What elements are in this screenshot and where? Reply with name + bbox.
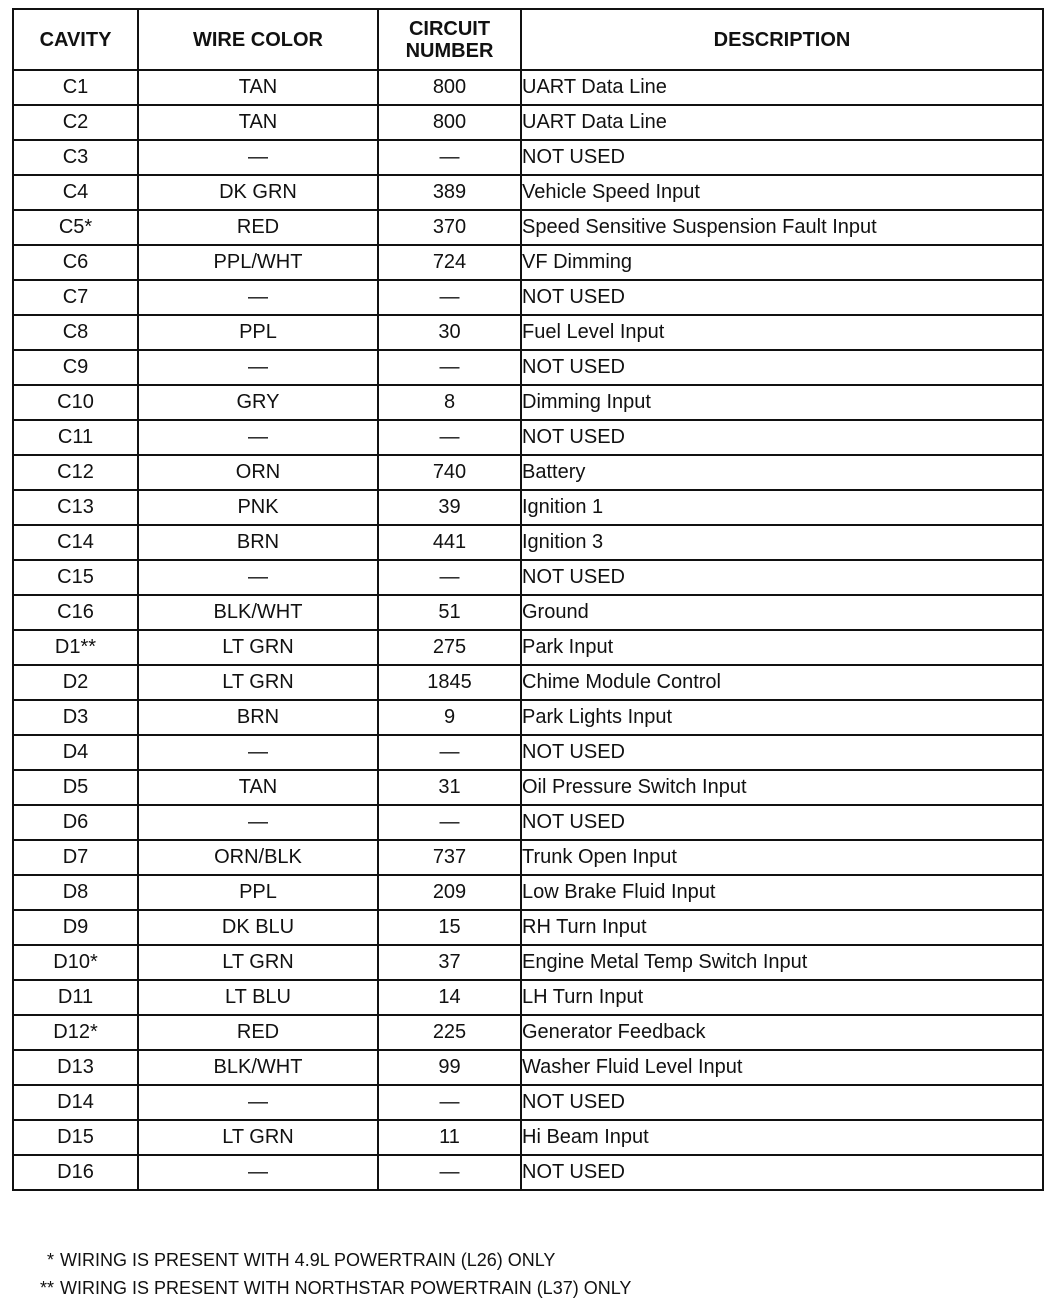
cavity-cell: D1** [13, 630, 138, 665]
circuit-number-cell: 737 [378, 840, 521, 875]
wire-color-cell: — [138, 805, 378, 840]
table-row [13, 1050, 1043, 1085]
table-row [13, 315, 1043, 350]
header-description: DESCRIPTION [521, 9, 1043, 70]
table-row [13, 735, 1043, 770]
table-row [13, 490, 1043, 525]
circuit-number-cell: 800 [378, 70, 521, 105]
cavity-cell: C13 [13, 490, 138, 525]
description-cell: NOT USED [521, 1085, 1043, 1120]
cavity-cell: C15 [13, 560, 138, 595]
wire-color-cell: BRN [138, 700, 378, 735]
description-cell: Generator Feedback [521, 1015, 1043, 1050]
cavity-cell: C10 [13, 385, 138, 420]
wire-color-cell: ORN [138, 455, 378, 490]
wire-color-cell: LT GRN [138, 1120, 378, 1155]
wire-color-cell: BLK/WHT [138, 595, 378, 630]
circuit-number-cell: — [378, 805, 521, 840]
table-row [13, 140, 1043, 175]
header-row [13, 9, 1043, 70]
table-row [13, 455, 1043, 490]
circuit-number-cell: 740 [378, 455, 521, 490]
description-cell: Engine Metal Temp Switch Input [521, 945, 1043, 980]
pinout-table [12, 8, 1044, 1191]
cavity-cell: C5* [13, 210, 138, 245]
cavity-cell: C6 [13, 245, 138, 280]
description-cell: NOT USED [521, 1155, 1043, 1190]
table-row [13, 595, 1043, 630]
description-cell: Battery [521, 455, 1043, 490]
cavity-cell: C4 [13, 175, 138, 210]
description-cell: LH Turn Input [521, 980, 1043, 1015]
wire-color-cell: — [138, 735, 378, 770]
circuit-number-cell: — [378, 1155, 521, 1190]
wire-color-cell: PNK [138, 490, 378, 525]
description-cell: Washer Fluid Level Input [521, 1050, 1043, 1085]
description-cell: Park Lights Input [521, 700, 1043, 735]
cavity-cell: D16 [13, 1155, 138, 1190]
table-row [13, 980, 1043, 1015]
cavity-cell: C1 [13, 70, 138, 105]
cavity-cell: C14 [13, 525, 138, 560]
circuit-number-cell: 275 [378, 630, 521, 665]
wire-color-cell: RED [138, 1015, 378, 1050]
wire-color-cell: — [138, 560, 378, 595]
header-wire-color: WIRE COLOR [138, 9, 378, 70]
circuit-number-cell: 8 [378, 385, 521, 420]
circuit-number-cell: 99 [378, 1050, 521, 1085]
wire-color-cell: PPL [138, 875, 378, 910]
cavity-cell: D14 [13, 1085, 138, 1120]
wire-color-cell: BRN [138, 525, 378, 560]
circuit-number-cell: 9 [378, 700, 521, 735]
cavity-cell: C7 [13, 280, 138, 315]
wire-color-cell: — [138, 140, 378, 175]
table-row [13, 105, 1043, 140]
description-cell: RH Turn Input [521, 910, 1043, 945]
cavity-cell: D5 [13, 770, 138, 805]
connector-pinout-sheet [12, 8, 1042, 1191]
wire-color-cell: TAN [138, 70, 378, 105]
table-row [13, 1015, 1043, 1050]
circuit-number-cell: 1845 [378, 665, 521, 700]
table-row [13, 875, 1043, 910]
wire-color-cell: — [138, 350, 378, 385]
footnotes [30, 1246, 631, 1302]
circuit-number-cell: 30 [378, 315, 521, 350]
table-row [13, 630, 1043, 665]
description-cell: Oil Pressure Switch Input [521, 770, 1043, 805]
table-row [13, 210, 1043, 245]
description-cell: NOT USED [521, 280, 1043, 315]
description-cell: UART Data Line [521, 70, 1043, 105]
description-cell: NOT USED [521, 560, 1043, 595]
table-row [13, 840, 1043, 875]
description-cell: Ignition 3 [521, 525, 1043, 560]
circuit-number-cell: 39 [378, 490, 521, 525]
circuit-number-cell: — [378, 140, 521, 175]
wire-color-cell: GRY [138, 385, 378, 420]
wire-color-cell: PPL [138, 315, 378, 350]
circuit-number-cell: 31 [378, 770, 521, 805]
wire-color-cell: LT BLU [138, 980, 378, 1015]
cavity-cell: D2 [13, 665, 138, 700]
circuit-number-cell: — [378, 735, 521, 770]
table-row [13, 945, 1043, 980]
description-cell: NOT USED [521, 735, 1043, 770]
table-row [13, 175, 1043, 210]
circuit-number-cell: — [378, 420, 521, 455]
description-cell: Ground [521, 595, 1043, 630]
table-row [13, 350, 1043, 385]
table-row [13, 805, 1043, 840]
wire-color-cell: RED [138, 210, 378, 245]
description-cell: Ignition 1 [521, 490, 1043, 525]
description-cell: Trunk Open Input [521, 840, 1043, 875]
description-cell: Low Brake Fluid Input [521, 875, 1043, 910]
table-row [13, 560, 1043, 595]
table-row [13, 385, 1043, 420]
cavity-cell: D9 [13, 910, 138, 945]
circuit-number-cell: 209 [378, 875, 521, 910]
circuit-number-cell: 14 [378, 980, 521, 1015]
wire-color-cell: ORN/BLK [138, 840, 378, 875]
table-row [13, 420, 1043, 455]
circuit-number-cell: 51 [378, 595, 521, 630]
table-row [13, 1120, 1043, 1155]
cavity-cell: C8 [13, 315, 138, 350]
circuit-number-cell: 225 [378, 1015, 521, 1050]
table-row [13, 700, 1043, 735]
cavity-cell: C16 [13, 595, 138, 630]
table-row [13, 665, 1043, 700]
table-row [13, 1155, 1043, 1190]
circuit-number-cell: — [378, 560, 521, 595]
wire-color-cell: BLK/WHT [138, 1050, 378, 1085]
table-row [13, 280, 1043, 315]
footnote-mark: ** [39, 1278, 54, 1298]
description-cell: NOT USED [521, 140, 1043, 175]
circuit-number-cell: — [378, 350, 521, 385]
wire-color-cell: — [138, 1085, 378, 1120]
description-cell: Fuel Level Input [521, 315, 1043, 350]
cavity-cell: D13 [13, 1050, 138, 1085]
table-row [13, 245, 1043, 280]
wire-color-cell: TAN [138, 105, 378, 140]
cavity-cell: C9 [13, 350, 138, 385]
description-cell: NOT USED [521, 805, 1043, 840]
circuit-number-cell: 389 [378, 175, 521, 210]
wire-color-cell: — [138, 280, 378, 315]
footnote-mark: * [46, 1250, 54, 1270]
cavity-cell: C12 [13, 455, 138, 490]
description-cell: Vehicle Speed Input [521, 175, 1043, 210]
circuit-number-cell: — [378, 280, 521, 315]
header-cavity: CAVITY [13, 9, 138, 70]
description-cell: Park Input [521, 630, 1043, 665]
cavity-cell: D3 [13, 700, 138, 735]
description-cell: Speed Sensitive Suspension Fault Input [521, 210, 1043, 245]
footnote-line [30, 1274, 631, 1302]
description-cell: Dimming Input [521, 385, 1043, 420]
circuit-number-cell: 15 [378, 910, 521, 945]
circuit-number-cell: — [378, 1085, 521, 1120]
wire-color-cell: LT GRN [138, 945, 378, 980]
description-cell: Hi Beam Input [521, 1120, 1043, 1155]
description-cell: NOT USED [521, 420, 1043, 455]
description-cell: UART Data Line [521, 105, 1043, 140]
circuit-number-cell: 800 [378, 105, 521, 140]
table-row [13, 910, 1043, 945]
cavity-cell: C3 [13, 140, 138, 175]
cavity-cell: D7 [13, 840, 138, 875]
cavity-cell: D12* [13, 1015, 138, 1050]
cavity-cell: C11 [13, 420, 138, 455]
cavity-cell: D6 [13, 805, 138, 840]
circuit-number-cell: 11 [378, 1120, 521, 1155]
wire-color-cell: — [138, 420, 378, 455]
wire-color-cell: DK GRN [138, 175, 378, 210]
circuit-number-cell: 37 [378, 945, 521, 980]
wire-color-cell: — [138, 1155, 378, 1190]
cavity-cell: D11 [13, 980, 138, 1015]
circuit-number-cell: 441 [378, 525, 521, 560]
circuit-number-cell: 724 [378, 245, 521, 280]
footnote-text: WIRING IS PRESENT WITH NORTHSTAR POWERTRAIN (L37) ONLY [60, 1278, 632, 1298]
table-row [13, 525, 1043, 560]
header-circuit-number [378, 9, 521, 70]
wire-color-cell: LT GRN [138, 665, 378, 700]
description-cell: NOT USED [521, 350, 1043, 385]
wire-color-cell: PPL/WHT [138, 245, 378, 280]
pinout-table-body [13, 70, 1043, 1190]
cavity-cell: D8 [13, 875, 138, 910]
wire-color-cell: DK BLU [138, 910, 378, 945]
description-cell: VF Dimming [521, 245, 1043, 280]
wire-color-cell: TAN [138, 770, 378, 805]
table-row [13, 1085, 1043, 1120]
cavity-cell: C2 [13, 105, 138, 140]
cavity-cell: D4 [13, 735, 138, 770]
footnote-line [30, 1246, 631, 1274]
header-circuit-number-label: CIRCUIT NUMBER [405, 17, 494, 62]
circuit-number-cell: 370 [378, 210, 521, 245]
cavity-cell: D15 [13, 1120, 138, 1155]
wire-color-cell: LT GRN [138, 630, 378, 665]
description-cell: Chime Module Control [521, 665, 1043, 700]
cavity-cell: D10* [13, 945, 138, 980]
table-row [13, 70, 1043, 105]
table-row [13, 770, 1043, 805]
footnote-text: WIRING IS PRESENT WITH 4.9L POWERTRAIN (L26) ONLY [60, 1250, 556, 1270]
